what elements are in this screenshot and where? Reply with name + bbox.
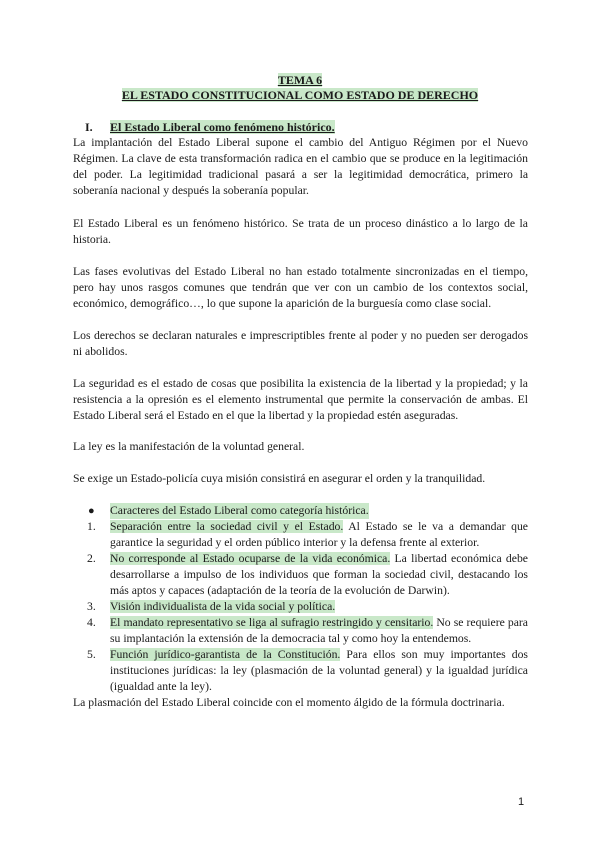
page-title: EL ESTADO CONSTITUCIONAL COMO ESTADO DE DERECHO — [121, 88, 479, 102]
section-heading — [85, 120, 335, 135]
bullet-dot-icon: ● — [88, 505, 95, 517]
paragraph-seguridad: La seguridad es el estado de cosas que posibilita la existencia de la libertad y la propiedad; y la resistencia a la opresión es el elemento instrumental que permite la conservación de ambas. El Estado Liberal será el Estado en el que la libertad y la propiedad estén aseguradas. — [73, 377, 528, 422]
paragraph-implantacion: La implantación del Estado Liberal supone el cambio del Antiguo Régimen por el Nuevo Régimen. La clave de esta transformación radica en el cambio que se produce en la legitimación del poder. La legitimidad tradicional pasará a ser la legitimidad democrática, primero la soberanía nacional y después la soberanía popular. — [73, 136, 528, 197]
list-item: 2. No corresponde al Estado ocuparse de la vida económica. La libertad económica debe desarrollarse a impulso de los individuos que forman la sociedad civil, destacando los más aptos y capaces (adaptación de la teoría de la evolución de Darwin). — [87, 552, 528, 597]
section-number: I. — [85, 120, 93, 134]
page-number: 1 — [518, 796, 525, 808]
caracteres-list — [73, 519, 528, 695]
paragraph-derechos: Los derechos se declaran naturales e imprescriptibles frente al poder y no pueden ser derogados ni abolidos. — [73, 329, 528, 358]
paragraph-fenomeno: El Estado Liberal es un fenómeno histórico. Se trata de un proceso dinástico a lo largo de la historia. — [73, 217, 528, 246]
paragraph-ley: La ley es la manifestación de la voluntad general. — [73, 440, 305, 453]
section-label: El Estado Liberal como fenómeno histórico. — [110, 120, 335, 134]
list-item: 1. Separación entre la sociedad civil y el Estado. Al Estado se le va a demandar que garantice la seguridad y el orden público interior y la defensa frente al exterior. — [87, 520, 528, 549]
list-item: 4. El mandato representativo se liga al sufragio restringido y censitario. No se requiere para su implantación la extensión de la democracia tal y como hoy la entendemos. — [87, 616, 528, 645]
tema-heading: TEMA 6 — [277, 73, 323, 87]
paragraph-closing: La plasmación del Estado Liberal coincide con el momento álgido de la fórmula doctrinaria. — [73, 696, 505, 709]
list-item: 3. Visión individualista de la vida social y política. — [87, 600, 336, 613]
paragraph-fases: Las fases evolutivas del Estado Liberal no han estado totalmente sincronizadas en el tiempo, pero hay unos rasgos comunes que tendrán que ver con un cambio de los contextos social, económico, demográfico…, lo que supone la aparición de la burguesía como clase social. — [73, 265, 528, 310]
list-item: 5. Función jurídico-garantista de la Constitución. Para ellos son muy importantes dos instituciones jurídicas: la ley (plasmación de la voluntad general) y la igualdad jurídica (igualdad ante la ley). — [87, 648, 528, 693]
bullet-text: Caracteres del Estado Liberal como categoría histórica. — [110, 504, 369, 517]
paragraph-estado-policia: Se exige un Estado-policía cuya misión consistirá en asegurar el orden y la tranquilidad. — [73, 472, 486, 485]
